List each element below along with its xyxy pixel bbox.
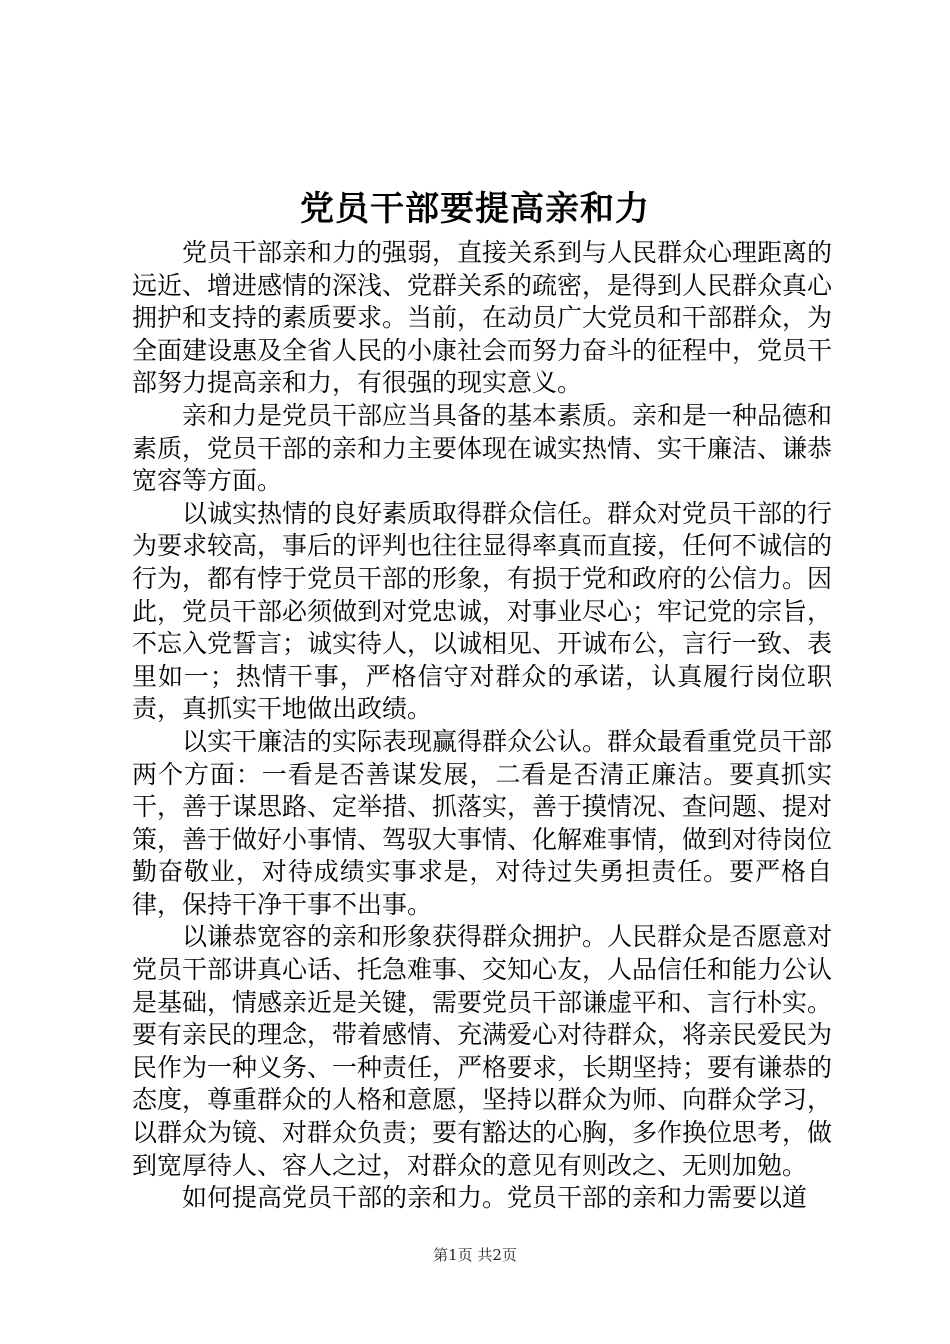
paragraph-1: 党员干部亲和力的强弱，直接关系到与人民群众心理距离的远近、增进感情的深浅、党群关系的疏密，是得到人民群众真心拥护和支持的素质要求。当前，在动员广大党员和干部群众，为全面建设惠及全省人民的小康社会而努力奋斗的征程中，党员干部努力提高亲和力，有很强的现实意义。 [132, 238, 833, 398]
document-body [132, 237, 832, 1215]
paragraph-3: 以诚实热情的良好素质取得群众信任。群众对党员干部的行为要求较高，事后的评判也往往显得率真而直接，任何不诚信的行为，都有悖于党员干部的形象，有损于党和政府的公信力。因此，党员干部必须做到对党忠诚，对事业尽心；牢记党的宗旨，不忘入党誓言；诚实待人，以诚相见、开诚布公，言行一致、表里如一；热情干事，严格信守对群众的承诺，认真履行岗位职责，真抓实干地做出政绩。 [132, 498, 833, 724]
paragraph-2: 亲和力是党员干部应当具备的基本素质。亲和是一种品德和素质，党员干部的亲和力主要体现在诚实热情、实干廉洁、谦恭宽容等方面。 [132, 400, 833, 496]
paragraph-4: 以实干廉洁的实际表现赢得群众公认。群众最看重党员干部两个方面：一看是否善谋发展，二看是否清正廉洁。要真抓实干，善于谋思路、定举措、抓落实，善于摸情况、查问题、提对策，善于做好小事情、驾驭大事情、化解难事情，做到对待岗位勤奋敬业，对待成绩实事求是，对待过失勇担责任。要严格自律，保持干净干事不出事。 [132, 726, 833, 919]
document-title: 党员干部要提高亲和力 [300, 189, 650, 229]
paragraph-6: 如何提高党员干部的亲和力。党员干部的亲和力需要以道 [182, 1183, 808, 1213]
page-number-footer: 第1页 共2页 [433, 1246, 517, 1264]
paragraph-5: 以谦恭宽容的亲和形象获得群众拥护。人民群众是否愿意对党员干部讲真心话、托急难事、交知心友，人品信任和能力公认是基础，情感亲近是关键，需要党员干部谦虚平和、言行朴实。要有亲民的理念，带着感情、充满爱心对待群众，将亲民爱民为民作为一种义务、一种责任，严格要求，长期坚持；要有谦恭的态度，尊重群众的人格和意愿，坚持以群众为师、向群众学习，以群众为镜、对群众负责；要有豁达的心胸，多作换位思考，做到宽厚待人、容人之过，对群众的意见有则改之、无则加勉。 [132, 922, 833, 1180]
